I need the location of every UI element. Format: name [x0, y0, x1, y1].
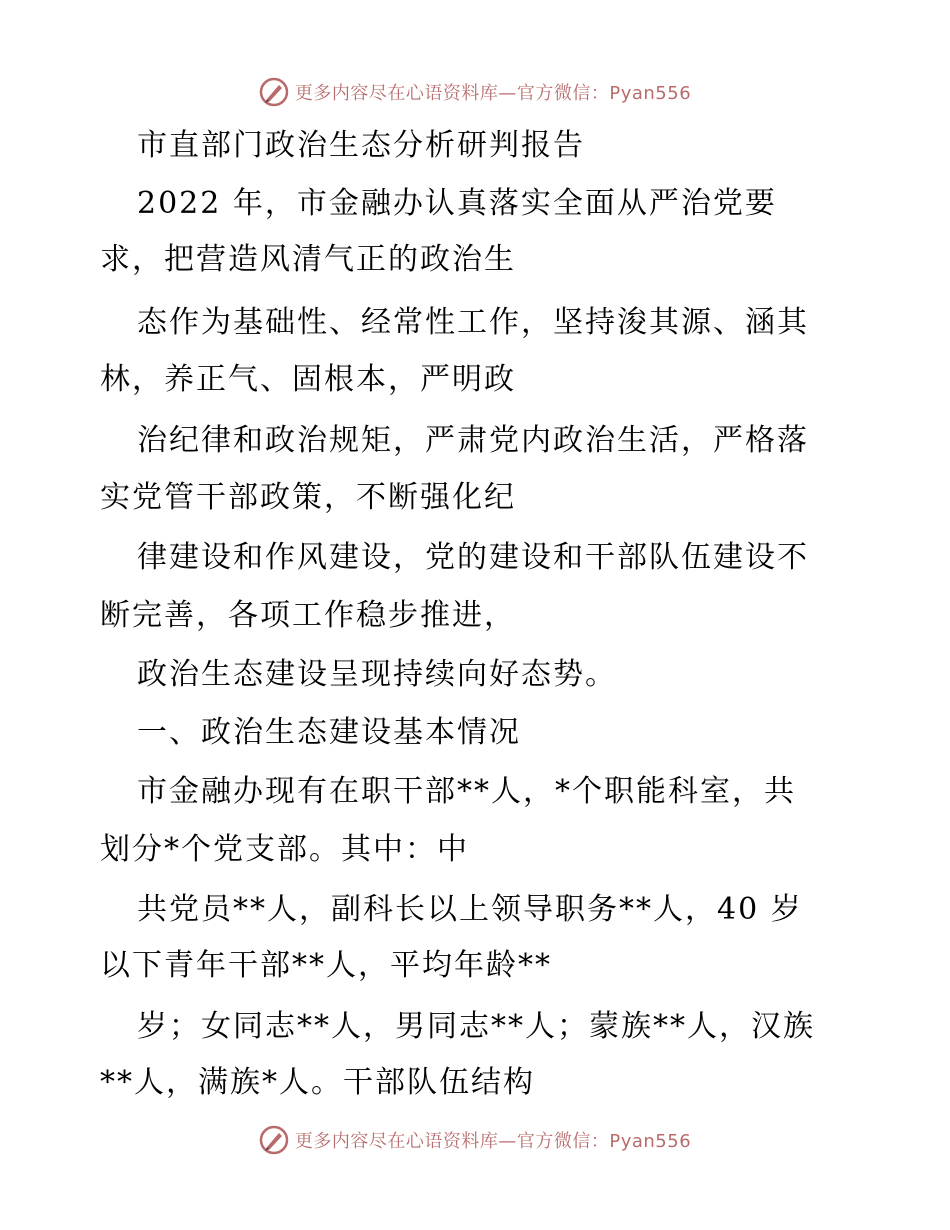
paragraph-line: 断完善，各项工作稳步推进，: [100, 598, 516, 633]
paragraph-line: 市金融办现有在职干部**人，*个职能科室，共: [137, 774, 796, 809]
document-title: 市直部门政治生态分析研判报告: [137, 128, 585, 163]
paragraph-line: 2022 年，市金融办认真落实全面从严治党要: [137, 186, 777, 221]
pen-logo-icon: [259, 1125, 289, 1155]
paragraph-line: 岁；女同志**人，男同志**人；蒙族**人，汉族: [137, 1009, 815, 1044]
section-heading: 一、政治生态建设基本情况: [137, 715, 521, 750]
paragraph-line: 以下青年干部**人，平均年龄**: [100, 948, 552, 983]
paragraph-line: **人，满族*人。干部队伍结构: [100, 1065, 535, 1100]
footer-watermark: [0, 1120, 950, 1160]
paragraph-line: 求，把营造风清气正的政治生: [100, 242, 516, 277]
paragraph-line: 律建设和作风建设，党的建设和干部队伍建设不: [137, 540, 809, 575]
paragraph-line: 态作为基础性、经常性工作，坚持浚其源、涵其: [137, 305, 809, 340]
paragraph-line: 林，养正气、固根本，严明政: [100, 362, 516, 397]
paragraph-line: 划分*个党支部。其中：中: [100, 832, 469, 867]
paragraph-line: 实党管干部政策，不断强化纪: [100, 480, 516, 515]
paragraph-line: 治纪律和政治规矩，严肃党内政治生活，严格落: [137, 423, 809, 458]
paragraph-line: 共党员**人，副科长以上领导职务**人，40 岁: [137, 892, 803, 927]
watermark-text: 更多内容尽在心语资料库—官方微信：Pyan556: [294, 83, 692, 104]
watermark-text: 更多内容尽在心语资料库—官方微信：Pyan556: [294, 1131, 692, 1152]
paragraph-line: 政治生态建设呈现持续向好态势。: [137, 657, 617, 692]
